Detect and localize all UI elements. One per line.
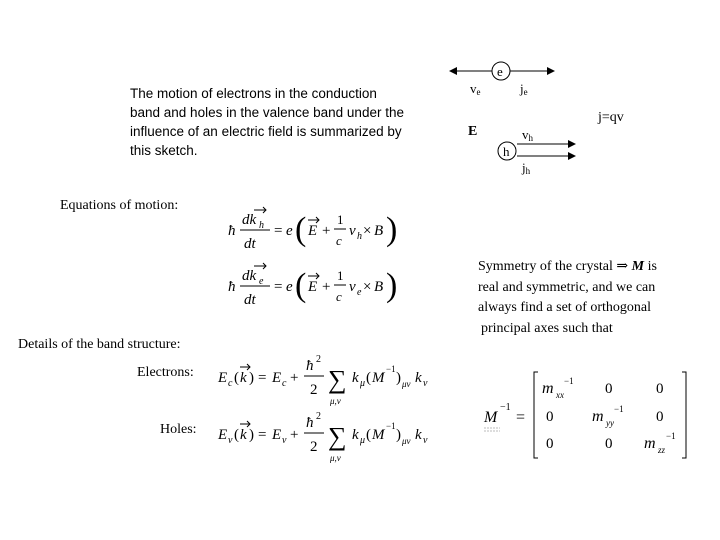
svg-text:e: e (357, 287, 362, 298)
svg-text:1: 1 (337, 212, 344, 227)
svg-text:k: k (352, 370, 359, 386)
svg-text:ν: ν (423, 378, 428, 389)
svg-text:dk: dk (242, 268, 257, 284)
svg-text:c: c (282, 378, 287, 389)
inverse-mass-matrix (478, 368, 698, 463)
svg-text:M: M (372, 370, 385, 386)
svg-text:μν: μν (402, 379, 411, 389)
field-label: E (468, 124, 478, 139)
svg-text:e: e (286, 223, 293, 239)
svg-text:k: k (240, 370, 247, 386)
svg-text:B: B (374, 279, 384, 295)
symmetry-line-3: always find a set of orthogonal (478, 300, 652, 315)
svg-text:∑: ∑ (328, 365, 347, 394)
svg-text:μ,ν: μ,ν (330, 453, 341, 463)
svg-text:dt: dt (244, 292, 256, 308)
svg-text:−1: −1 (564, 376, 574, 386)
svg-text:2: 2 (310, 439, 318, 455)
svg-text:+: + (322, 279, 331, 295)
svg-text:dk: dk (242, 212, 257, 228)
svg-text:e: e (259, 276, 264, 287)
svg-text:k: k (352, 427, 359, 443)
svg-text:v: v (282, 435, 287, 446)
svg-text:): ) (249, 427, 254, 443)
svg-text:e: e (286, 279, 293, 295)
svg-text:2: 2 (316, 354, 321, 365)
electrons-label: Electrons: (137, 365, 194, 380)
svg-text:h: h (357, 231, 362, 242)
svg-text:): ) (249, 370, 254, 386)
hole-band-equation (212, 409, 472, 471)
svg-text:): ) (396, 427, 401, 443)
svg-text:μ: μ (360, 378, 366, 389)
svg-text:×: × (363, 223, 372, 239)
svg-text:k: k (415, 370, 422, 386)
svg-text:(: ( (295, 267, 307, 304)
symmetry-line-1: Symmetry of the crystal ⇒ M is (478, 259, 657, 274)
svg-text:): ) (396, 370, 401, 386)
svg-text:0: 0 (546, 409, 554, 425)
symmetry-line-4: principal axes such that (481, 320, 613, 336)
svg-text:0: 0 (656, 409, 664, 425)
svg-text:0: 0 (546, 436, 554, 452)
svg-text:2: 2 (310, 382, 318, 398)
svg-text:v: v (349, 223, 356, 239)
intro-line-1: The motion of electrons in the conduction (130, 86, 377, 101)
svg-text:+: + (322, 223, 331, 239)
svg-text:E: E (308, 279, 318, 295)
j-h-label: jh (522, 160, 531, 176)
svg-text:m: m (592, 408, 604, 425)
svg-text:k: k (240, 427, 247, 443)
svg-text:E: E (272, 370, 282, 386)
svg-text:1: 1 (337, 268, 344, 283)
svg-text:(: ( (234, 427, 239, 443)
svg-text:k: k (415, 427, 422, 443)
svg-text:B: B (374, 223, 384, 239)
svg-text:c: c (228, 378, 233, 389)
intro-line-3: influence of an electric field is summarized by (130, 124, 402, 139)
svg-text:M: M (372, 427, 385, 443)
svg-text:0: 0 (605, 381, 613, 397)
svg-text:ħ: ħ (228, 279, 236, 295)
svg-text:=: = (516, 409, 526, 426)
svg-text:ħ: ħ (306, 415, 314, 431)
svg-text:h: h (259, 220, 264, 231)
svg-text:c: c (336, 233, 342, 248)
svg-text:E: E (308, 223, 318, 239)
svg-text:xx: xx (556, 390, 564, 400)
svg-text:0: 0 (605, 436, 613, 452)
svg-text:μ,ν: μ,ν (330, 396, 341, 406)
intro-line-4: this sketch. (130, 143, 198, 158)
band-structure-label: Details of the band structure: (18, 337, 181, 352)
svg-text:ħ: ħ (228, 223, 236, 239)
svg-text:×: × (363, 279, 372, 295)
symmetry-line-2: real and symmetric, and we can (478, 279, 656, 295)
svg-text:m: m (542, 380, 554, 397)
svg-text:E: E (272, 427, 282, 443)
v-h-label: vh (522, 127, 533, 143)
svg-text:(: ( (295, 211, 307, 248)
equations-of-motion-label: Equations of motion: (60, 198, 179, 213)
svg-text:μ: μ (360, 435, 366, 446)
svg-text:(: ( (234, 370, 239, 386)
svg-text:m: m (644, 435, 656, 452)
svg-text:2: 2 (316, 411, 321, 422)
svg-text:E: E (218, 370, 228, 386)
svg-text:0: 0 (656, 381, 664, 397)
holes-label: Holes: (160, 422, 197, 437)
svg-text:): ) (386, 211, 398, 248)
svg-text:v: v (349, 279, 356, 295)
svg-text:−1: −1 (386, 421, 396, 431)
svg-text:(: ( (366, 370, 371, 386)
svg-text:=: = (258, 427, 267, 443)
hole-equation-of-motion (222, 200, 402, 260)
svg-text:E: E (218, 427, 228, 443)
implies-arrow-icon: ⇒ (616, 259, 629, 274)
svg-text:v: v (228, 435, 233, 446)
j-e-label: je (520, 81, 528, 97)
electron-label: e (497, 64, 503, 79)
j-equals-qv: j=qv (598, 110, 624, 125)
svg-text:−1: −1 (386, 364, 396, 374)
electron-band-equation (212, 352, 472, 414)
svg-text:=: = (274, 279, 283, 295)
svg-text:zz: zz (658, 445, 666, 455)
intro-paragraph (130, 84, 435, 160)
v-e-label: ve (470, 81, 481, 97)
svg-text:μν: μν (402, 436, 411, 446)
svg-text:=: = (274, 223, 283, 239)
svg-text:+: + (290, 427, 299, 443)
motion-sketch (440, 55, 700, 185)
svg-text:−1: −1 (614, 404, 624, 414)
svg-text:ν: ν (423, 435, 428, 446)
electron-equation-of-motion (222, 256, 402, 316)
svg-text:=: = (258, 370, 267, 386)
svg-text:(: ( (366, 427, 371, 443)
svg-text:yy: yy (606, 418, 614, 428)
symmetry-paragraph (478, 257, 708, 339)
svg-text:−1: −1 (666, 431, 676, 441)
svg-text:∑: ∑ (328, 422, 347, 451)
svg-text:ħ: ħ (306, 358, 314, 374)
svg-text:+: + (290, 370, 299, 386)
svg-text:M: M (484, 409, 498, 426)
svg-text:c: c (336, 289, 342, 304)
intro-line-2: band and holes in the valence band under the (130, 105, 404, 120)
svg-text:): ) (386, 267, 398, 304)
svg-text:dt: dt (244, 236, 256, 252)
hole-label: h (503, 144, 510, 159)
svg-text:−1: −1 (500, 402, 511, 413)
